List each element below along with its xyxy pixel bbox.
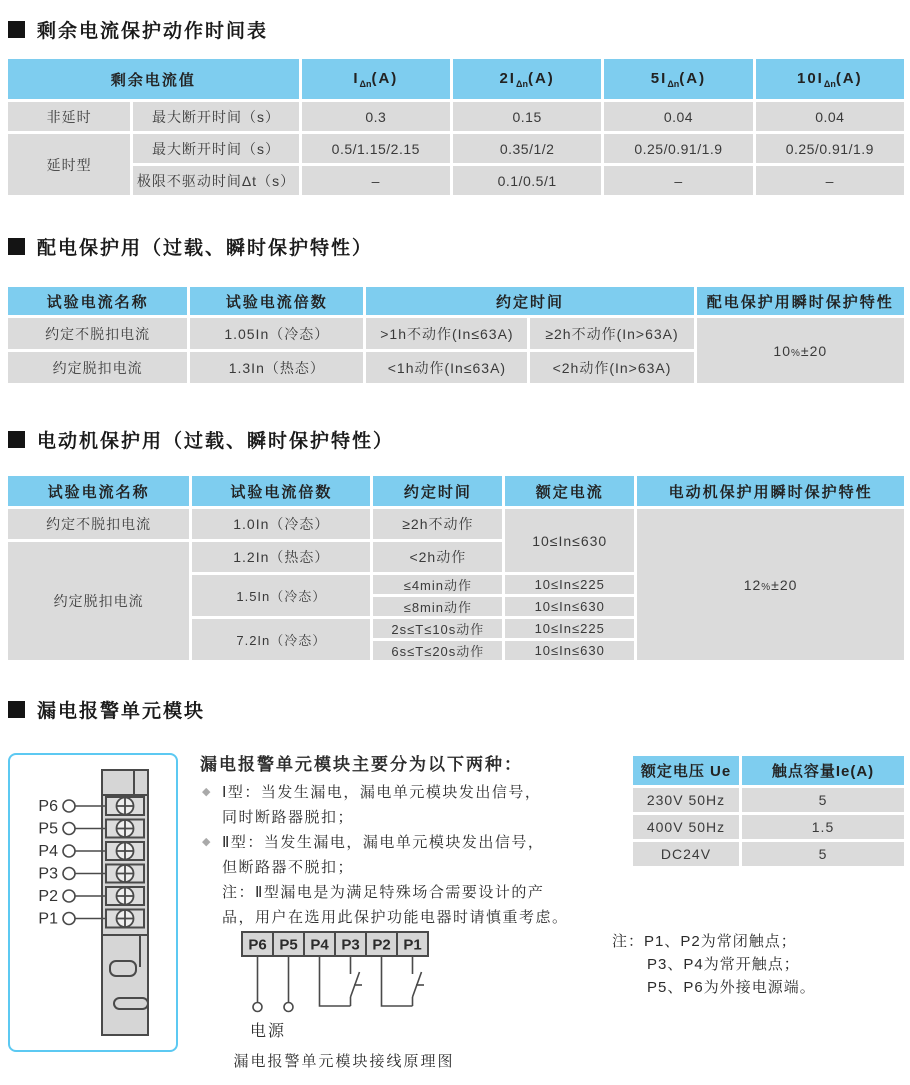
header-conventional-time: 约定时间 bbox=[366, 287, 693, 315]
cell-multiple: 1.5In（冷态） bbox=[192, 575, 370, 616]
cell-multiple: 1.05In（冷态） bbox=[190, 318, 363, 349]
table-header-row bbox=[8, 476, 904, 506]
cell-capacity: 1.5 bbox=[742, 815, 904, 839]
terminal-labels bbox=[38, 798, 58, 928]
table-row bbox=[8, 134, 904, 163]
cell-voltage: 400V 50Hz bbox=[633, 815, 739, 839]
header-rated-current: 额定电流 bbox=[505, 476, 634, 506]
title-square-icon bbox=[8, 431, 25, 448]
note-line: P5、P6为外接电源端。 bbox=[647, 979, 816, 996]
wiring-diagram-caption: 漏电报警单元模块接线原理图 bbox=[233, 1053, 455, 1070]
wiring-terminal-label: P4 bbox=[310, 936, 329, 954]
cell-spec-value: 10%±20 bbox=[697, 318, 904, 383]
cell-value: 0.1/0.5/1 bbox=[453, 166, 601, 195]
table-row bbox=[8, 318, 904, 349]
section-title-motor-protection bbox=[8, 426, 394, 453]
table-row bbox=[633, 788, 904, 812]
type-note-line1: 注：Ⅱ型漏电是为满足特殊场合需要设计的产 bbox=[222, 884, 545, 901]
cell-non-delay: 非延时 bbox=[8, 102, 130, 131]
section-title-distribution-protection bbox=[8, 233, 373, 260]
cell-value: 0.5/1.15/2.15 bbox=[302, 134, 450, 163]
table-row bbox=[8, 509, 904, 539]
cell-max-break-time: 最大断开时间（s） bbox=[133, 102, 298, 131]
header-test-current-name: 试验电流名称 bbox=[8, 287, 187, 315]
cell-value: 0.04 bbox=[604, 102, 752, 131]
module-illustration-frame bbox=[8, 753, 178, 1052]
type2-line2: 但断路器不脱扣； bbox=[222, 859, 355, 876]
header-test-current-multiple: 试验电流倍数 bbox=[190, 287, 363, 315]
terminal-label: P1 bbox=[38, 910, 58, 928]
module-illustration bbox=[10, 755, 176, 1050]
table-header-row bbox=[8, 287, 904, 315]
cell-non-trip-current: 约定不脱扣电流 bbox=[8, 509, 189, 539]
cell-trip-current: 约定脱扣电流 bbox=[8, 352, 187, 383]
table-row bbox=[8, 102, 904, 131]
cell-trip-current: 约定脱扣电流 bbox=[8, 542, 189, 660]
distribution-protection-table bbox=[5, 284, 907, 386]
terminal-label: P2 bbox=[38, 888, 58, 905]
cell-value: – bbox=[756, 166, 904, 195]
cell-value: 0.25/0.91/1.9 bbox=[756, 134, 904, 163]
cell-max-break-time: 最大断开时间（s） bbox=[133, 134, 298, 163]
type2-line1: ◆ Ⅱ型：当发生漏电，漏电单元模块发出信号， bbox=[202, 830, 652, 855]
cell-rated-current-range: 10≤In≤225 bbox=[505, 619, 634, 638]
residual-current-table bbox=[5, 56, 907, 198]
terminal-label: P5 bbox=[38, 820, 58, 838]
terminal-label: P3 bbox=[38, 865, 58, 883]
title-square-icon bbox=[8, 238, 25, 255]
cell-limit-nondrive-time: 极限不驱动时间Δt（s） bbox=[133, 166, 298, 195]
cell-non-trip-current: 约定不脱扣电流 bbox=[8, 318, 187, 349]
header-conventional-time: 约定时间 bbox=[373, 476, 502, 506]
note-line: P3、P4为常开触点； bbox=[647, 956, 800, 973]
cell-value: 0.35/1/2 bbox=[453, 134, 601, 163]
cell-multiple: 1.2In（热态） bbox=[192, 542, 370, 572]
cell-time-condition: >1h不动作(In≤63A) bbox=[366, 318, 527, 349]
header-idn: $I_{\Delta n}(A)$ bbox=[302, 59, 450, 99]
contact-capacity-table bbox=[630, 753, 907, 869]
table-row bbox=[8, 166, 904, 195]
cell-value: 0.15 bbox=[453, 102, 601, 131]
header-test-current-name: 试验电流名称 bbox=[8, 476, 189, 506]
cell-time-condition: ≥2h不动作(In>63A) bbox=[530, 318, 693, 349]
title-square-icon bbox=[8, 21, 25, 38]
section-title-text: 配电保护用（过载、瞬时保护特性） bbox=[37, 238, 374, 259]
header-5idn: $5I_{\Delta n}(A)$ bbox=[604, 59, 752, 99]
module-type-description bbox=[202, 780, 652, 930]
module-intro-text: 漏电报警单元模块主要分为以下两种： bbox=[200, 755, 523, 774]
diamond-bullet-icon: ◆ bbox=[202, 786, 212, 798]
header-10idn: $10I_{\Delta n}(A)$ bbox=[756, 59, 904, 99]
cell-rated-current-range: 10≤In≤630 bbox=[505, 597, 634, 616]
cell-time-condition: 2s≤T≤10s动作 bbox=[373, 619, 502, 638]
cell-time-condition: <2h动作 bbox=[373, 542, 502, 572]
cell-multiple: 1.3In（热态） bbox=[190, 352, 363, 383]
table-header-row bbox=[8, 59, 904, 99]
cell-rated-current-range: 10≤In≤225 bbox=[505, 575, 634, 594]
title-square-icon bbox=[8, 701, 25, 718]
power-supply-label: 电源 bbox=[250, 1023, 287, 1040]
cell-multiple: 1.0In（冷态） bbox=[192, 509, 370, 539]
header-instantaneous-characteristic: 电动机保护用瞬时保护特性 bbox=[637, 476, 904, 506]
section-title-residual-current bbox=[8, 16, 268, 43]
cell-value: 0.25/0.91/1.9 bbox=[604, 134, 752, 163]
wiring-schematic bbox=[228, 926, 458, 1048]
cell-capacity: 5 bbox=[742, 842, 904, 866]
diamond-bullet-icon: ◆ bbox=[202, 836, 212, 848]
cell-time-condition: <2h动作(In>63A) bbox=[530, 352, 693, 383]
wiring-terminal-label: P3 bbox=[341, 936, 360, 954]
cell-value: – bbox=[604, 166, 752, 195]
cell-time-condition: ≤4min动作 bbox=[373, 575, 502, 594]
cell-delay-type: 延时型 bbox=[8, 134, 130, 195]
cell-capacity: 5 bbox=[742, 788, 904, 812]
header-residual-value: 剩余电流值 bbox=[8, 59, 299, 99]
section-title-text: 漏电报警单元模块 bbox=[37, 701, 206, 722]
section-title-text: 剩余电流保护动作时间表 bbox=[37, 21, 269, 42]
cell-voltage: 230V 50Hz bbox=[633, 788, 739, 812]
type1-line1: ◆ Ⅰ型：当发生漏电，漏电单元模块发出信号， bbox=[202, 780, 652, 805]
section-title-text: 电动机保护用（过载、瞬时保护特性） bbox=[37, 431, 395, 452]
cell-value: 0.04 bbox=[756, 102, 904, 131]
type1-line2: 同时断路器脱扣； bbox=[222, 809, 355, 826]
wiring-terminal-label: P5 bbox=[279, 936, 298, 954]
cell-voltage: DC24V bbox=[633, 842, 739, 866]
cell-time-condition: ≤8min动作 bbox=[373, 597, 502, 616]
table-row bbox=[633, 842, 904, 866]
cell-value: 0.3 bbox=[302, 102, 450, 131]
terminal-label: P6 bbox=[38, 798, 58, 815]
cell-rated-current-range: 10≤In≤630 bbox=[505, 509, 634, 572]
cell-multiple: 7.2In（冷态） bbox=[192, 619, 370, 660]
cell-time-condition: 6s≤T≤20s动作 bbox=[373, 641, 502, 660]
cell-time-condition: <1h动作(In≤63A) bbox=[366, 352, 527, 383]
cell-value: – bbox=[302, 166, 450, 195]
header-2idn: $2I_{\Delta n}(A)$ bbox=[453, 59, 601, 99]
header-instantaneous-characteristic: 配电保护用瞬时保护特性 bbox=[697, 287, 904, 315]
cell-time-condition: ≥2h不动作 bbox=[373, 509, 502, 539]
terminal-label: P4 bbox=[38, 843, 58, 860]
wiring-terminal-label: P6 bbox=[248, 936, 267, 954]
cell-spec-value: 12%±20 bbox=[637, 509, 904, 660]
wiring-diagram bbox=[228, 926, 458, 1053]
contact-point-notes bbox=[612, 930, 816, 999]
section-title-leakage-alarm-module bbox=[8, 696, 205, 723]
header-rated-voltage: 额定电压 Ue bbox=[633, 756, 739, 785]
type-note-line2: 品，用户在选用此保护功能电器时请慎重考虑。 bbox=[222, 909, 569, 926]
motor-protection-table bbox=[5, 473, 907, 663]
wiring-terminal-label: P2 bbox=[372, 936, 391, 954]
header-contact-capacity: 触点容量Ie(A) bbox=[742, 756, 904, 785]
note-line: 注：P1、P2为常闭触点； bbox=[612, 933, 797, 950]
table-header-row bbox=[633, 756, 904, 785]
cell-rated-current-range: 10≤In≤630 bbox=[505, 641, 634, 660]
table-row bbox=[633, 815, 904, 839]
header-test-current-multiple: 试验电流倍数 bbox=[192, 476, 370, 506]
wiring-terminal-label: P1 bbox=[403, 936, 422, 954]
